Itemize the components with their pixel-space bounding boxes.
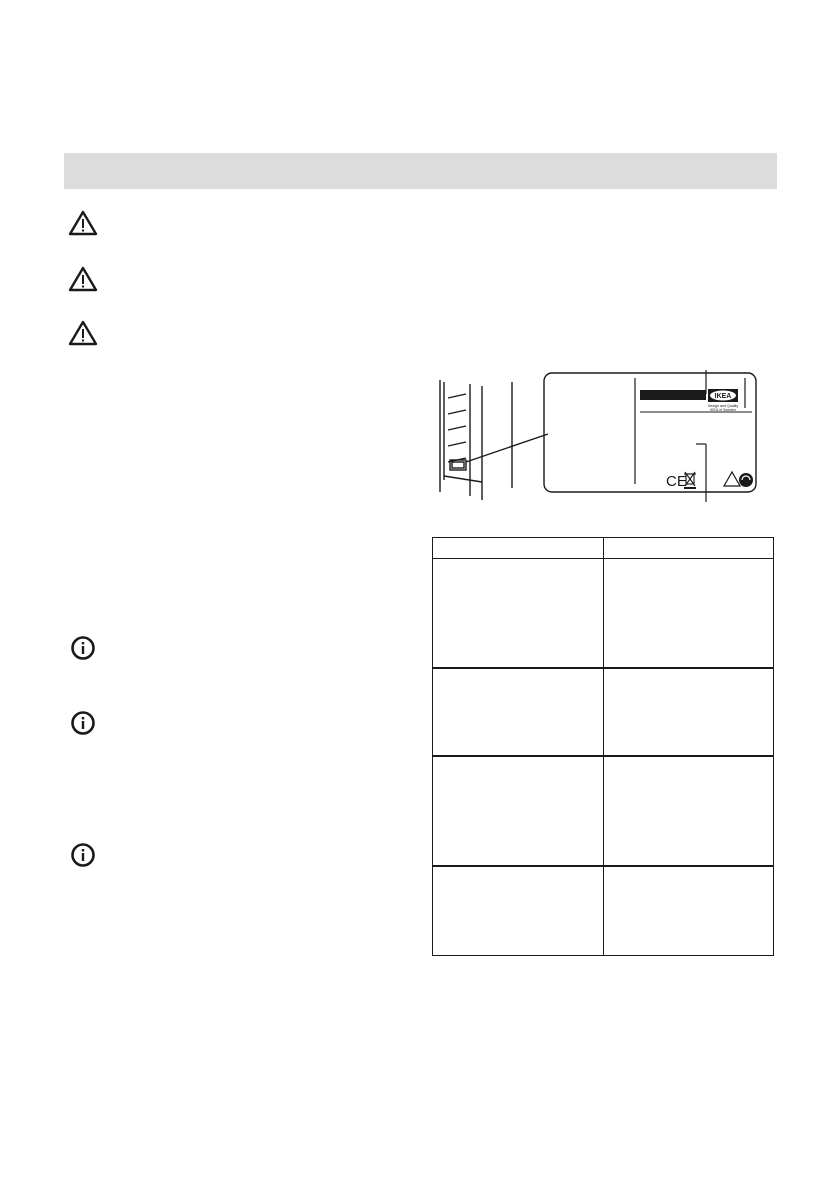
table-cell <box>604 866 774 956</box>
ikea-logo <box>708 389 738 402</box>
model-field-black-bar <box>640 390 706 400</box>
table-cell <box>433 668 604 756</box>
warning-triangle-icon <box>68 320 98 346</box>
warning-triangle-icon <box>68 210 98 236</box>
section-heading-band <box>64 153 777 189</box>
weee-bin-icon <box>684 472 696 488</box>
table-row <box>433 866 774 956</box>
table-cell <box>604 668 774 756</box>
table-cell <box>433 756 604 866</box>
svg-text:IKEA: IKEA <box>714 393 732 401</box>
table-cell <box>433 559 604 669</box>
table-cell <box>604 559 774 669</box>
plate-tagline-line1: Design and Quality <box>707 404 739 408</box>
table-row <box>433 668 774 756</box>
ce-mark: CE <box>666 473 687 490</box>
spec-table <box>432 537 774 956</box>
appliance-interior-drawing <box>440 380 548 500</box>
info-icon <box>70 635 96 661</box>
info-icon <box>70 842 96 868</box>
table-row <box>433 559 774 669</box>
table-header-cell <box>433 538 604 559</box>
recycle-icon <box>724 472 753 487</box>
info-icon <box>70 710 96 736</box>
table-cell <box>604 756 774 866</box>
table-header-cell <box>604 538 774 559</box>
table-row <box>433 756 774 866</box>
plate-tagline-line2: IKEA of Sweden <box>710 408 736 412</box>
table-cell <box>433 866 604 956</box>
callout-lines <box>696 370 706 502</box>
rating-plate-illustration <box>430 362 770 510</box>
warning-triangle-icon <box>68 266 98 292</box>
table-header-row <box>433 538 774 559</box>
